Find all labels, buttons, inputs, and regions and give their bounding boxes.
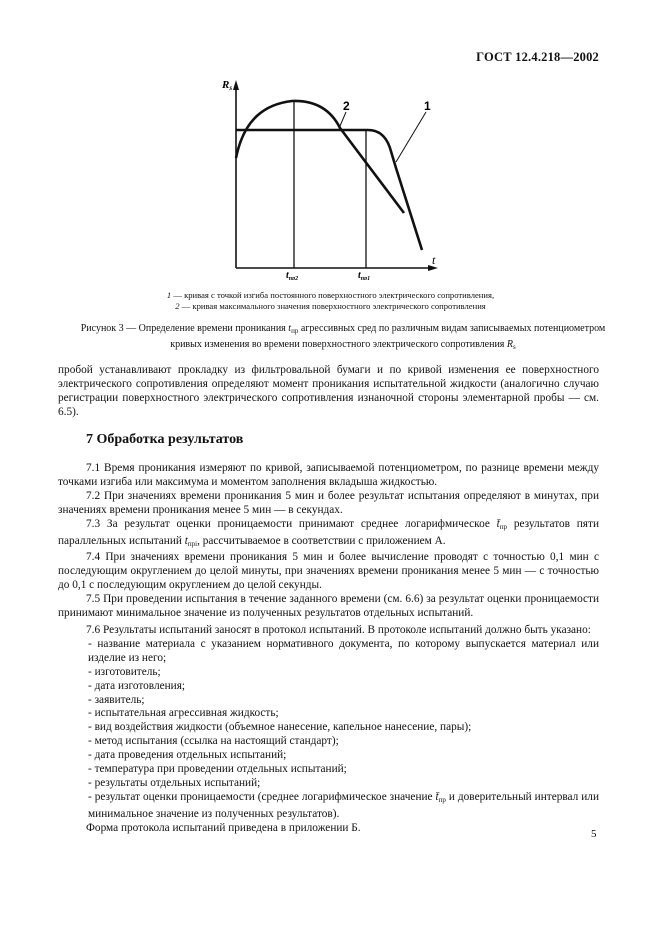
list-item: - название материала с указанием нормативного документа, по которому выпускается материал или изделие из него;	[88, 637, 599, 664]
list-item: - дата изготовления;	[88, 679, 186, 692]
x-axis-label: t	[432, 253, 436, 267]
legend-line-1: 1 — кривая с точкой изгиба постоянного поверхностного электрического сопротивления,	[166, 290, 495, 300]
curve-2	[236, 101, 404, 213]
legend-line-2: 2 — кривая максимального значения поверхностного электрического сопротивления	[175, 301, 486, 311]
figure-legend	[0, 290, 661, 312]
list-item: - результат оценки проницаемости (среднее логарифмическое значение $t̄_{пр}$ и доверительный интервал или минимальное значение из полученных результатов).	[88, 790, 599, 820]
list-item: - метод испытания (ссылка на настоящий стандарт);	[88, 735, 339, 748]
paragraph-7-5: 7.5 При проведении испытания в течение заданного времени (см. 6.6) за результат оценки проницаемости принимают минимальное значение из полученных результатов отдельных испытаний.	[58, 593, 599, 620]
list-item: - результаты отдельных испытаний;	[88, 776, 261, 789]
list-item: - испытательная агрессивная жидкость;	[88, 707, 279, 720]
page-number: 5	[591, 828, 597, 840]
paragraph-7-3: 7.3 За результат оценки проницаемости принимают среднее логарифмическое $t̄_{пр}$ результатов пяти параллельных испытаний $t_{прi}$, рассчитываемое в соответствии с приложением А.	[58, 517, 599, 548]
page-header: ГОСТ 12.4.218—2002	[476, 50, 599, 64]
intro-paragraph: пробой устанавливают прокладку из фильтровальной бумаги и по кривой изменения ее поверхностного электрического сопротивления определяют момент проникания испытательной жидкости (аналогично случаю регистрации поверхностного электрического сопротивления изнаночной стороны элементарной пробы — см. 6.5).	[58, 364, 599, 418]
curve-1-label: 1	[424, 99, 431, 113]
closing-paragraph: Форма протокола испытаний приведена в приложении Б.	[86, 821, 361, 834]
list-item: - температура при проведении отдельных испытаний;	[88, 763, 347, 776]
paragraph-7-6: 7.6 Результаты испытаний заносят в протокол испытаний. В протоколе испытаний должно быть указано:	[86, 623, 591, 636]
list-item: - заявитель;	[88, 693, 145, 706]
leader-1	[396, 112, 426, 162]
list-item: - дата проведения отдельных испытаний;	[88, 749, 287, 762]
list-item: - вид воздействия жидкости (объемное нанесение, капельное нанесение, пары);	[88, 721, 472, 734]
y-axis-label: Rs	[222, 79, 233, 92]
curve-2-label: 2	[343, 99, 350, 113]
paragraph-7-1: 7.1 Время проникания измеряют по кривой, записываемой потенциометром, по разнице времени между точками изгиба или максимума и моментом заполнения вкладыша жидкостью.	[58, 462, 599, 488]
section-body	[58, 462, 599, 836]
paragraph-7-2: 7.2 При значениях времени проникания 5 мин и более результат испытания определяют в минутах, при значениях времени проникания менее 5 мин — в секундах.	[58, 489, 599, 516]
paragraph-7-4: 7.4 При значениях времени проникания 5 мин и более вычисление проводят с точностью 0,1 мин с последующим округлением до целой минуты, при значениях времени проникания менее 5 мин — с точностью до 0,1 с последующим округлением до целой секунды.	[58, 551, 599, 592]
curve-1	[236, 130, 422, 250]
resistance-time-chart	[200, 68, 450, 280]
section-title: 7 Обработка результатов	[86, 432, 244, 447]
figure-caption: Рисунок 3 — Определение времени проникания $t_{пр}$ агрессивных сред по различным видам записываемых потенциометром кривых изменения во времени поверхностного электрического сопротивления $R_s$	[80, 323, 606, 351]
list-item: - изготовитель;	[88, 665, 161, 678]
y-axis-arrow	[233, 80, 239, 90]
tick-t1: $t_{пр1}$	[358, 270, 371, 280]
figure-3	[200, 68, 450, 280]
tick-t2: $t_{пр2}$	[286, 270, 299, 280]
leader-2	[340, 112, 346, 126]
